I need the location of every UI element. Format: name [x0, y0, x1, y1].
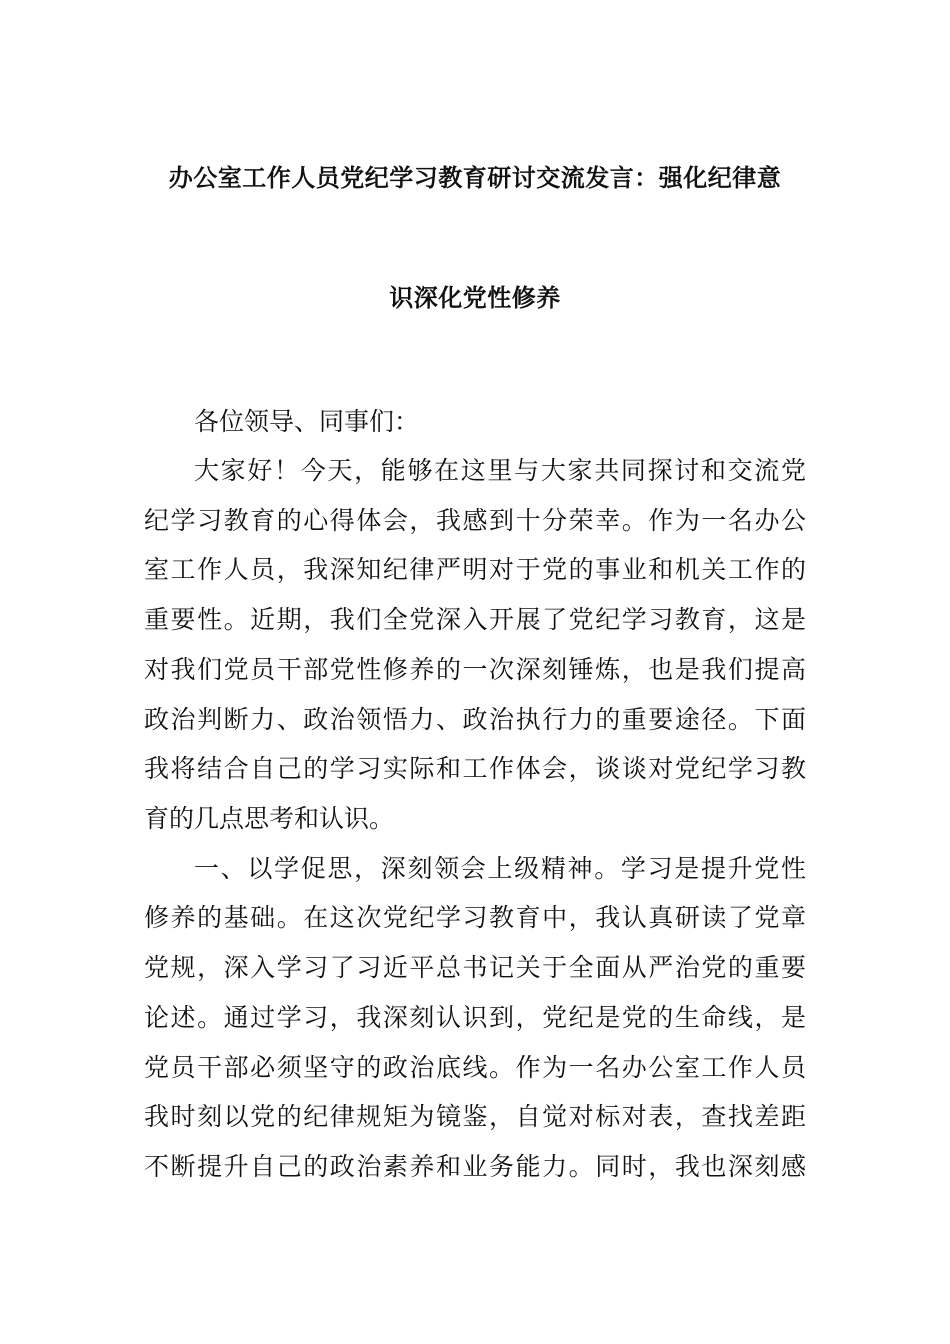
- paragraph-line: 室工作人员，我深知纪律严明对于党的事业和机关工作的: [144, 555, 806, 584]
- paragraph-line: 一、以学促思，深刻领会上级精神。学习是提升党性: [194, 854, 806, 883]
- paragraph-line: 党员干部必须坚守的政治底线。作为一名办公室工作人员: [144, 1053, 806, 1082]
- paragraph-line: 政治判断力、政治领悟力、政治执行力的重要途径。下面: [144, 705, 806, 734]
- paragraph-line: 我将结合自己的学习实际和工作体会，谈谈对党纪学习教: [144, 754, 806, 783]
- paragraph-line: 大家好！今天，能够在这里与大家共同探讨和交流党: [194, 456, 806, 485]
- paragraph-line: 论述。通过学习，我深刻认识到，党纪是党的生命线，是: [144, 1003, 806, 1032]
- paragraph-line: 纪学习教育的心得体会，我感到十分荣幸。作为一名办公: [144, 506, 806, 535]
- document-title-line-2: 识深化党性修养: [389, 284, 561, 312]
- paragraph-line: 修养的基础。在这次党纪学习教育中，我认真研读了党章: [144, 903, 806, 932]
- paragraph-line: 育的几点思考和认识。: [144, 804, 395, 833]
- paragraph-line: 不断提升自己的政治素养和业务能力。同时，我也深刻感: [144, 1152, 806, 1181]
- paragraph-line: 党规，深入学习了习近平总书记关于全面从严治党的重要: [144, 953, 806, 982]
- paragraph-line: 我时刻以党的纪律规矩为镜鉴，自觉对标对表，查找差距: [144, 1102, 806, 1131]
- document-title-line-1: 办公室工作人员党纪学习教育研讨交流发言：强化纪律意: [168, 164, 782, 192]
- salutation: 各位领导、同事们：: [194, 407, 420, 436]
- paragraph-line: 对我们党员干部党性修养的一次深刻锤炼，也是我们提高: [144, 655, 806, 684]
- paragraph-line: 重要性。近期，我们全党深入开展了党纪学习教育，这是: [144, 605, 806, 634]
